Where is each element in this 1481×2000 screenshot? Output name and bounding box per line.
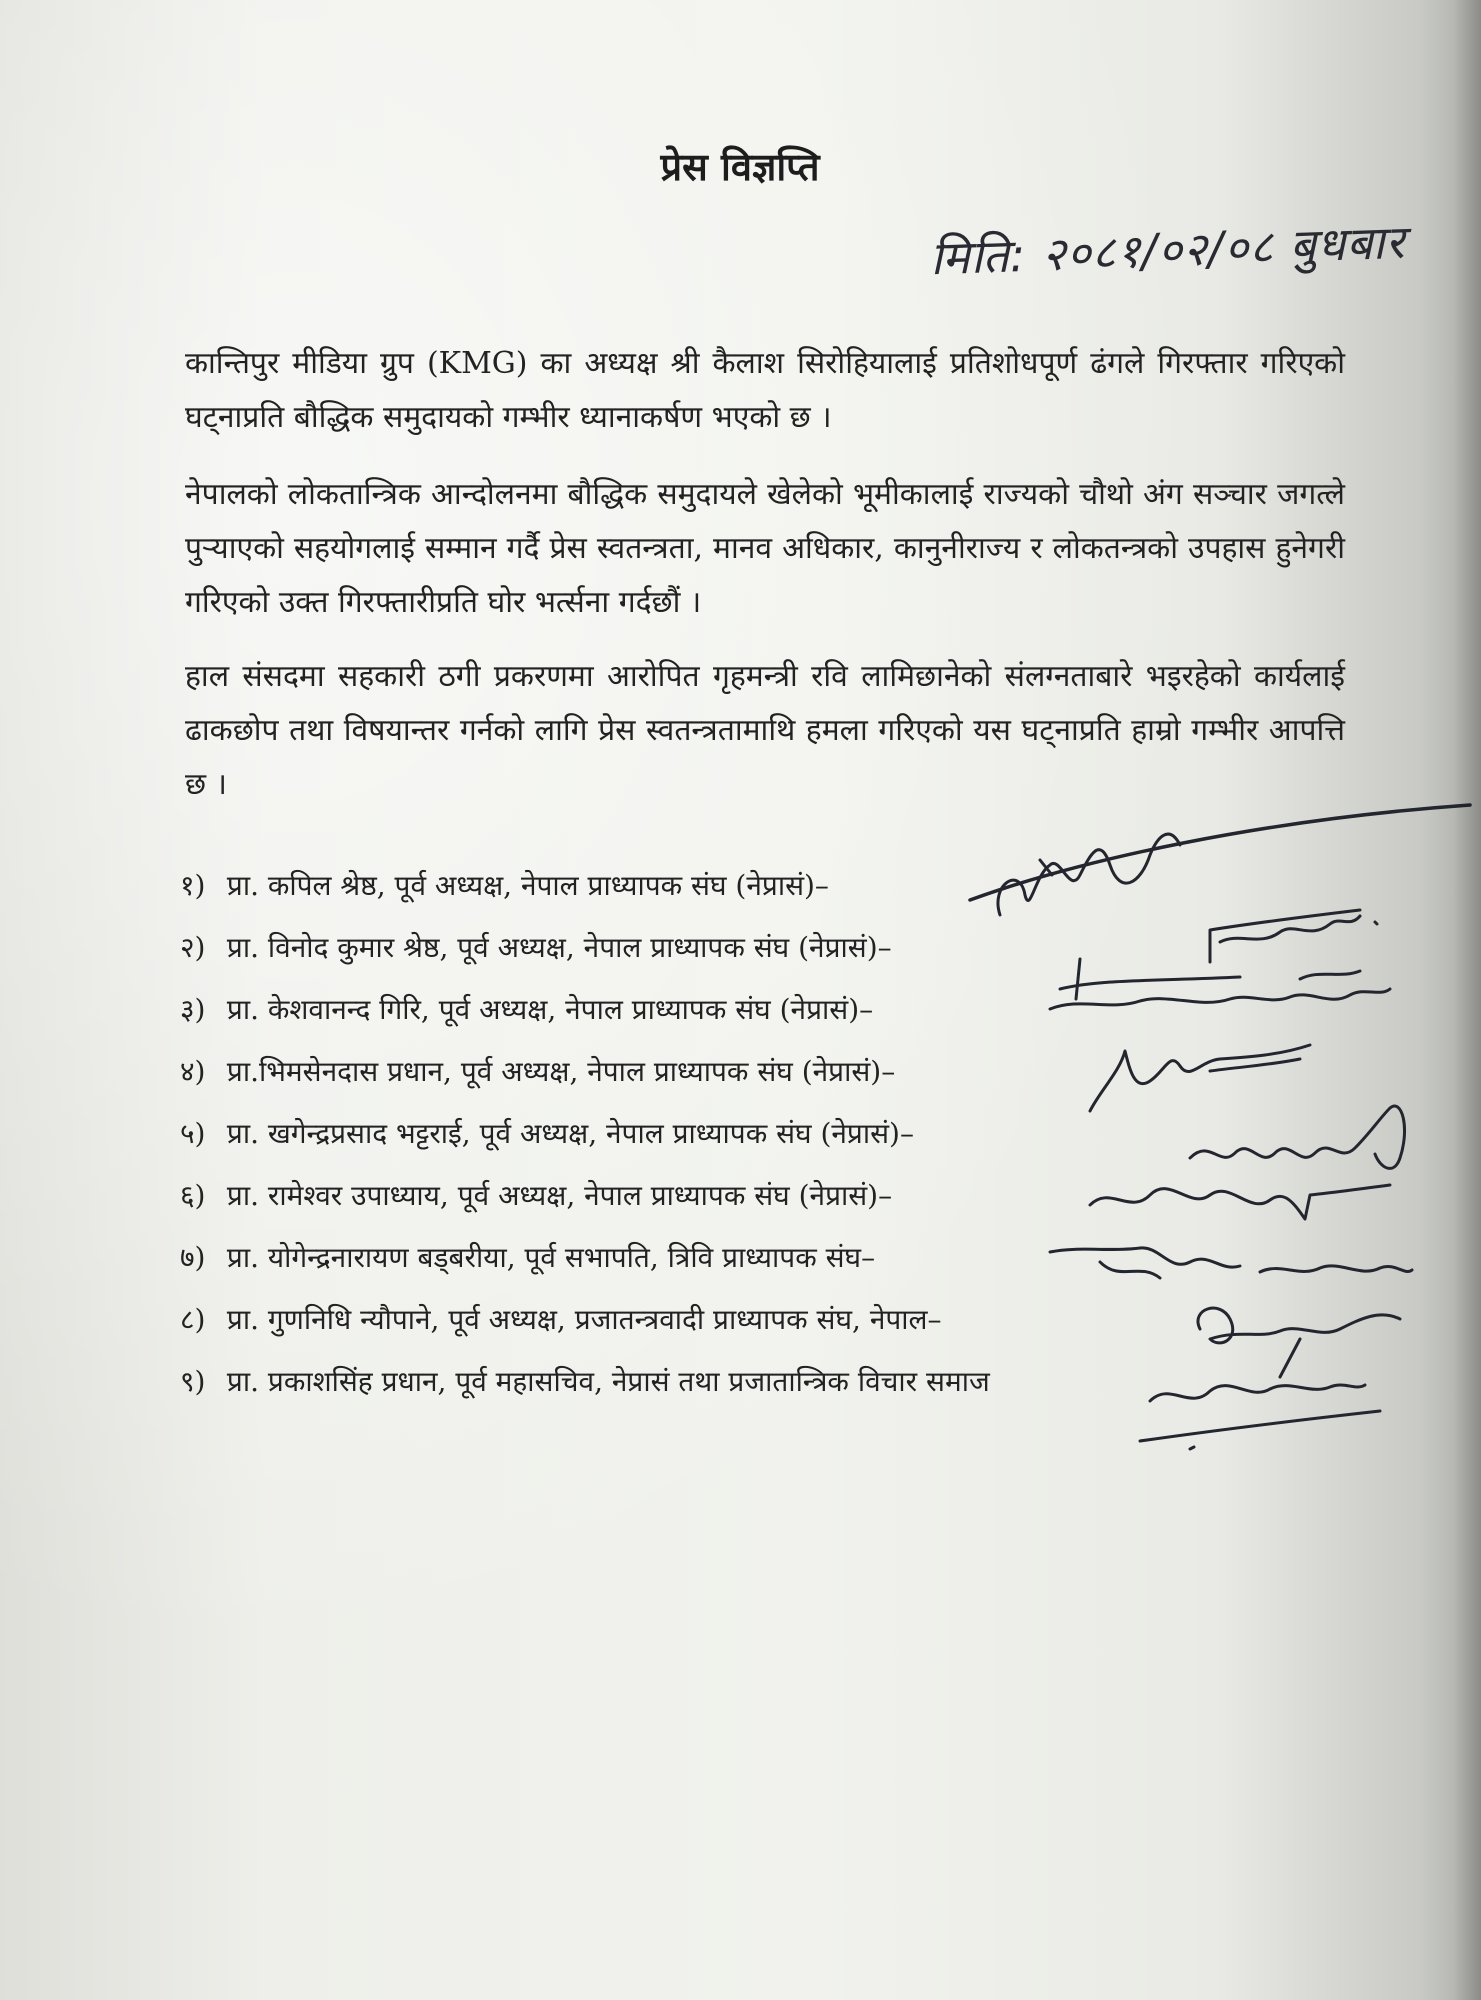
signatory-number: ४): [180, 1055, 206, 1088]
signatory-item: [180, 1227, 1380, 1289]
signatory-text: प्रा. खगेन्द्रप्रसाद भट्टराई, पूर्व अध्यक्ष, नेपाल प्राध्यापक संघ (नेप्रासं)–: [226, 1117, 914, 1150]
signatory-item: [180, 1041, 1380, 1103]
signatory-text: प्रा. कपिल श्रेष्ठ, पूर्व अध्यक्ष, नेपाल प्राध्यापक संघ (नेप्रासं)–: [226, 869, 829, 902]
signatory-text: प्रा. विनोद कुमार श्रेष्ठ, पूर्व अध्यक्ष, नेपाल प्राध्यापक संघ (नेप्रासं)–: [226, 931, 892, 964]
signatory-item: [180, 1289, 1380, 1351]
signatory-item: [180, 1351, 1380, 1413]
signatory-text: प्रा. केशवानन्द गिरि, पूर्व अध्यक्ष, नेपाल प्राध्यापक संघ (नेप्रासं)–: [226, 993, 874, 1026]
signature-9: [1130, 1361, 1390, 1451]
paragraph-2: नेपालको लोकतान्त्रिक आन्दोलनमा बौद्धिक समुदायले खेलेको भूमीकालाई राज्यको चौथो अंग सञ्चार जगत्ले पुऱ्याएको सहयोगलाई सम्मान गर्दै प्रेस स्वतन्त्रता, मानव अधिकार, कानुनीराज्य र लोकतन्त्रको उपहास हुनेगरी गरिएको उक्त गिरफ्तारीप्रति घोर भर्त्सना गर्दछौं ।: [185, 477, 1345, 620]
signatory-number: ३): [180, 993, 206, 1026]
signatory-number: १): [180, 869, 206, 902]
paragraph-1: कान्तिपुर मीडिया ग्रुप (KMG) का अध्यक्ष श्री कैलाश सिरोहियालाई प्रतिशोधपूर्ण ढंगले गिरफ्तार गरिएको घट्नाप्रति बौद्धिक समुदायको गम्भीर ध्यानाकर्षण भएको छ ।: [185, 346, 1345, 435]
signatory-list: [180, 855, 1380, 1413]
signatory-number: ९): [180, 1365, 206, 1398]
signatory-text: प्रा. प्रकाशसिंह प्रधान, पूर्व महासचिव, नेप्रासं तथा प्रजातान्त्रिक विचार समाज: [226, 1365, 990, 1398]
signatory-item: [180, 1165, 1380, 1227]
signatory-number: ६): [180, 1179, 206, 1212]
signatory-text: प्रा. रामेश्वर उपाध्याय, पूर्व अध्यक्ष, नेपाल प्राध्यापक संघ (नेप्रासं)–: [226, 1179, 893, 1212]
signatory-number: २): [180, 931, 206, 964]
handwritten-date: मिति: २०८१/०२/०८ बुधबार: [929, 214, 1407, 286]
signatory-number: ७): [180, 1241, 206, 1274]
signatory-number: ५): [180, 1117, 206, 1150]
signatory-text: प्रा. योगेन्द्रनारायण बड्बरीया, पूर्व सभापति, त्रिवि प्राध्यापक संघ–: [226, 1241, 876, 1274]
signatory-text: प्रा.भिमसेनदास प्रधान, पूर्व अध्यक्ष, नेपाल प्राध्यापक संघ (नेप्रासं)–: [226, 1055, 896, 1088]
document-title: प्रेस विज्ञप्ति: [660, 145, 820, 189]
signature-3: [1040, 949, 1400, 1039]
signatory-number: ८): [180, 1303, 206, 1336]
paragraph-3: हाल संसदमा सहकारी ठगी प्रकरणमा आरोपित गृहमन्त्री रवि लामिछानेको संलग्नताबारे भइरहेको कार्यलाई ढाकछोप तथा विषयान्तर गर्नको लागि प्रेस स्वतन्त्रतामाथि हमला गरिएको यस घट्नाप्रति हाम्रो गम्भीर आपत्ति छ ।: [185, 659, 1345, 802]
signatory-text: प्रा. गुणनिधि न्यौपाने, पूर्व अध्यक्ष, प्रजातन्त्रवादी प्राध्यापक संघ, नेपाल–: [226, 1303, 942, 1336]
